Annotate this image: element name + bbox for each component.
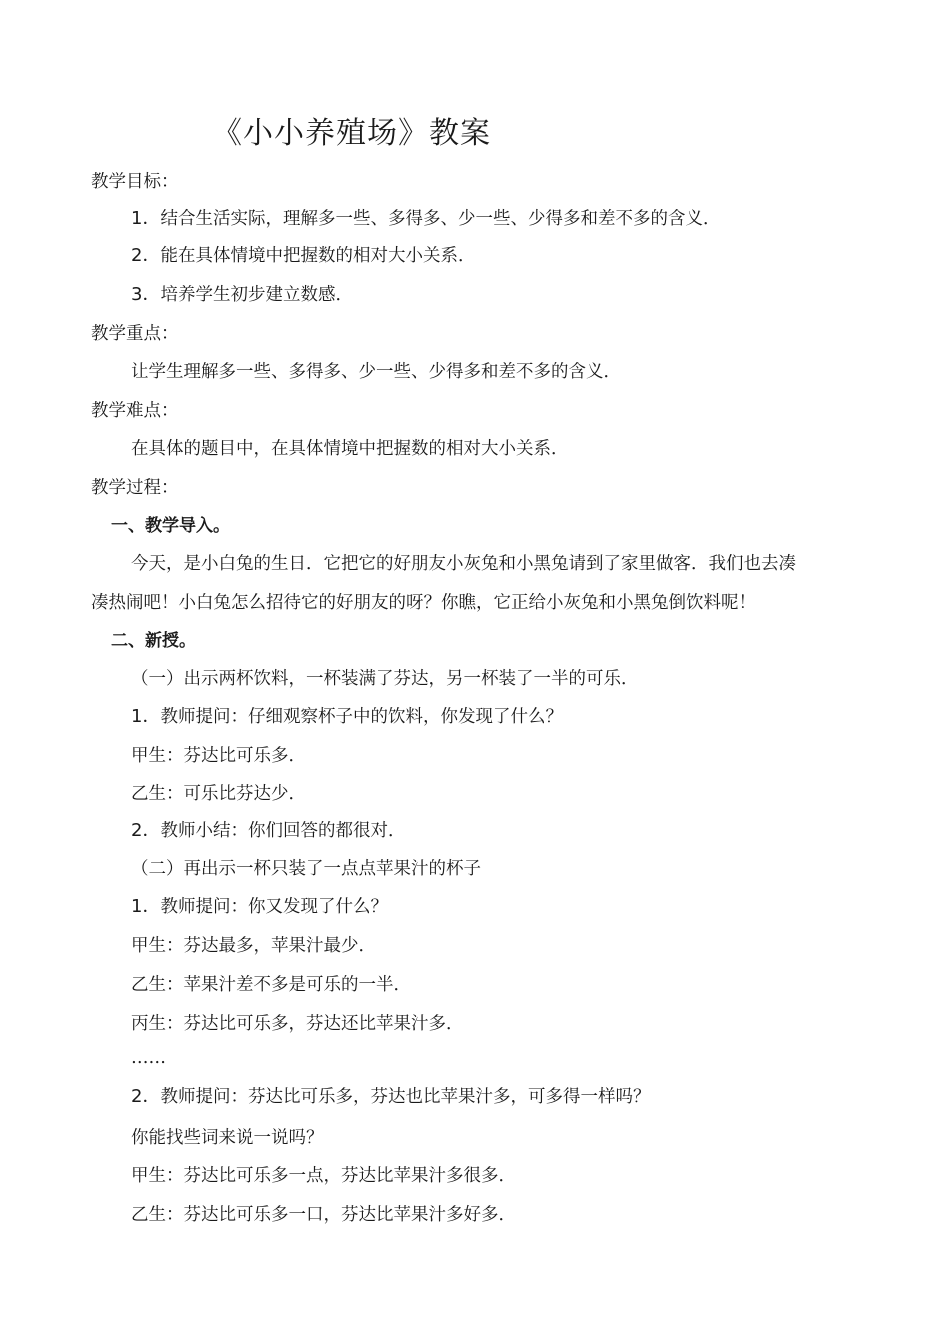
key-points-heading: 教学重点： <box>91 324 179 344</box>
teacher-question <box>131 895 388 919</box>
objective-text: 能在具体情境中把握数的相对大小关系． <box>160 246 476 266</box>
document-title: 《小小养殖场》教案 <box>212 116 491 151</box>
key-points-text: 让学生理解多一些、多得多、少一些、少得多和差不多的含义． <box>131 362 621 382</box>
objective-item <box>131 244 475 268</box>
question-follow-up: 你能找些词来说一说吗？ <box>131 1128 324 1148</box>
objective-number: 3． <box>131 284 161 305</box>
ellipsis: …… <box>131 1048 166 1068</box>
objective-item <box>131 207 720 231</box>
question-text: 教师提问：你又发现了什么？ <box>160 897 388 917</box>
intro-paragraph-line: 凑热闹吧！小白兔怎么招待它的好朋友的呀？你瞧，它正给小灰兔和小黑兔倒饮料呢！ <box>91 593 756 613</box>
question-text: 教师提问：芬达比可乐多，芬达也比苹果汁多，可多得一样吗？ <box>160 1087 651 1107</box>
summary-number: 2． <box>131 820 161 841</box>
question-number: 1． <box>131 706 161 727</box>
student-answer: 丙生：芬达比可乐多，芬达还比苹果汁多． <box>131 1014 464 1034</box>
objective-number: 2． <box>131 245 161 266</box>
teacher-summary <box>131 819 405 843</box>
section-new-heading: 二、新授。 <box>111 631 196 651</box>
question-number: 1． <box>131 896 161 917</box>
student-answer: 甲生：芬达比可乐多一点，芬达比苹果汁多很多． <box>131 1166 516 1186</box>
teacher-question <box>131 1085 650 1109</box>
question-number: 2． <box>131 1086 161 1107</box>
objective-text: 培养学生初步建立数感． <box>160 285 353 305</box>
student-answer: 甲生：芬达最多，苹果汁最少． <box>131 936 376 956</box>
question-text: 教师提问：仔细观察杯子中的饮料，你发现了什么？ <box>160 707 563 727</box>
objective-text: 结合生活实际，理解多一些、多得多、少一些、少得多和差不多的含义． <box>160 209 721 229</box>
objective-item <box>131 283 353 307</box>
part-two-heading: （二）再出示一杯只装了一点点苹果汁的杯子 <box>131 859 481 879</box>
student-answer: 甲生：芬达比可乐多． <box>131 746 306 766</box>
teacher-question <box>131 705 563 729</box>
objectives-heading: 教学目标： <box>91 172 179 192</box>
student-answer: 乙生：苹果汁差不多是可乐的一半． <box>131 975 411 995</box>
section-intro-heading: 一、教学导入。 <box>111 516 230 536</box>
difficulties-heading: 教学难点： <box>91 401 179 421</box>
student-answer: 乙生：芬达比可乐多一口，芬达比苹果汁多好多． <box>131 1205 516 1225</box>
part-one-heading: （一）出示两杯饮料，一杯装满了芬达，另一杯装了一半的可乐． <box>131 669 639 689</box>
objective-number: 1． <box>131 208 161 229</box>
difficulties-text: 在具体的题目中，在具体情境中把握数的相对大小关系． <box>131 439 569 459</box>
intro-paragraph-line: 今天，是小白兔的生日．它把它的好朋友小灰兔和小黑兔请到了家里做客．我们也去凑 <box>131 554 796 574</box>
process-heading: 教学过程： <box>91 478 179 498</box>
summary-text: 教师小结：你们回答的都很对． <box>160 821 406 841</box>
student-answer: 乙生：可乐比芬达少． <box>131 784 306 804</box>
